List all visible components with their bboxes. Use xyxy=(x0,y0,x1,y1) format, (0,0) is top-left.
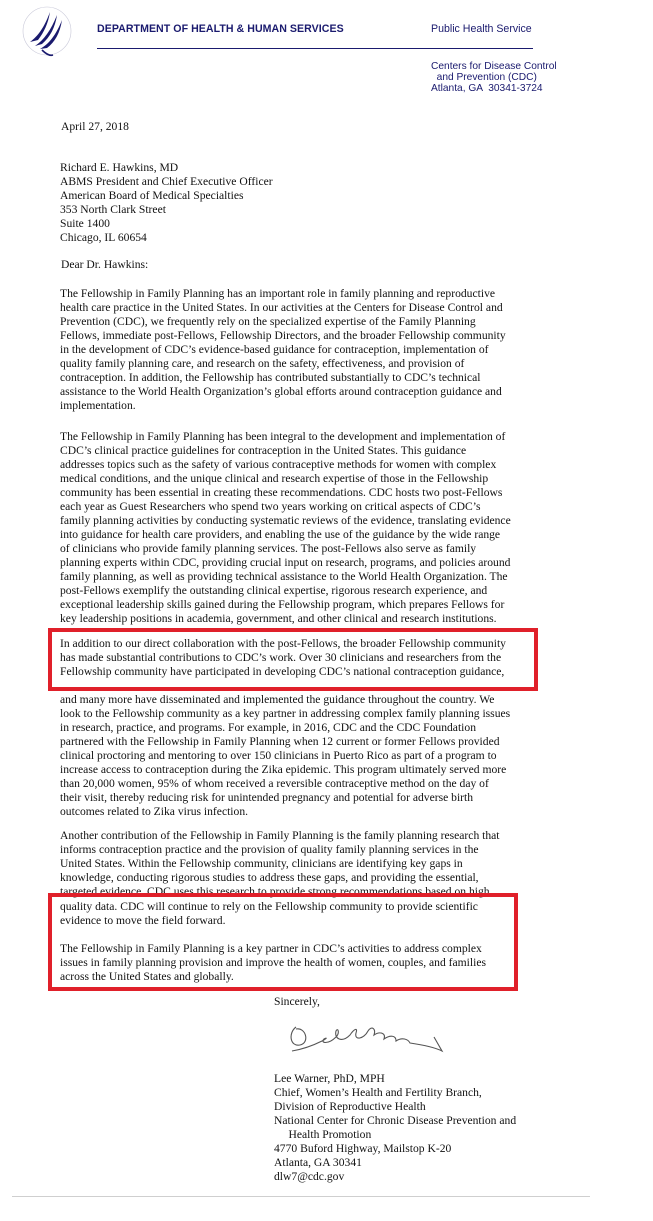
letterhead-divider xyxy=(97,48,533,49)
salutation: Dear Dr. Hawkins: xyxy=(61,258,149,271)
paragraph-4: Another contribution of the Fellowship in Family Planning is the family planning research that informs contraception practice and the provision of quality family planning services in the United States. Within the Fellowship community, clinicians are identifying key gaps in knowledge, conducting rigorous studies to address these gaps, and providing the essential, targeted evidence. CDC uses this research to provide strong recommendations based on high xyxy=(60,829,500,898)
signer-block: Lee Warner, PhD, MPH Chief, Women’s Health and Fertility Branch, Division of Reproductive Health National Center for Chronic Disease Prevention and Health Promotion 4770 Buford Highway, Mailstop K-20 Atlanta, GA 30341 dlw7@cdc.gov xyxy=(274,1072,517,1183)
service-name: Public Health Service xyxy=(431,23,532,35)
closing: Sincerely, xyxy=(274,995,320,1008)
paragraph-1: The Fellowship in Family Planning has an important role in family planning and reproductive health care practice in the United States. In our activities at the Centers for Disease Control and Prevention (CDC), we frequently rely on the specialized expertise of the Family Planning Fellows, immediate post-Fellows, Fellowship Directors, and the broader Fellowship community in the development of CDC’s evidence-based guidance for contraception, implementation of quality family planning care, and research on the safety, effectiveness, and provision of contraception. In addition, the Fellowship has contributed substantially to CDC’s technical assistance to the World Health Organization’s global efforts around contraception guidance and implementation. xyxy=(60,287,506,412)
paragraph-3-continued: and many more have disseminated and implemented the guidance throughout the country. We look to the Fellowship community as a key partner in addressing complex family planning issues in research, practice, and programs. For example, in 2016, CDC and the CDC Foundation partnered with the Fellowship in Family Planning when 12 current or former Fellows provided clinical proctoring and mentoring to over 150 clinicians in Puerto Rico as part of a program to increase access to contraception during the Zika epidemic. This program ultimately served more than 20,000 women, 95% of whom received a reversible contraceptive method on the day of their visit, thereby reducing risk for unintended pregnancy and potential for adverse birth outcomes related to Zika virus infection. xyxy=(60,693,511,818)
page-bottom-divider xyxy=(12,1196,590,1197)
department-name: DEPARTMENT OF HEALTH & HUMAN SERVICES xyxy=(97,23,344,35)
paragraph-2: The Fellowship in Family Planning has been integral to the development and implementation of CDC’s clinical practice guidelines for contraception in the United States. This guidance addresses topics such as the safety of various contraceptive methods for women with complex medical conditions, and the unique clinical and research expertise of those in the Fellowship community has been essential in creating these recommendations. CDC hosts two post-Fellows each year as Guest Researchers who spend two years working on critical aspects of CDC’s family planning activities by conducting systematic reviews of the evidence, translating evidence into guidance for health care providers, and enabling the use of the guidance by the wide range of clinicians who provide family planning services. The post-Fellows also serve as family planning experts within CDC, providing crucial input on research, programs, and policies around family planning, as well as providing technical assistance to the World Health Organization. The post-Fellows exemplify the outstanding clinical expertise, rigorous research experience, and exceptional leadership skills gained during the Fellowship program, which prepares Fellows for key leadership positions in academia, government, and other clinical and research institutions. xyxy=(60,430,511,625)
handwritten-signature-icon xyxy=(284,1015,464,1060)
paragraph-5-highlighted: The Fellowship in Family Planning is a key partner in CDC’s activities to address complex issues in family planning provision and improve the health of women, couples, and families across the United States and globally. xyxy=(60,942,486,983)
recipient-address: Richard E. Hawkins, MD ABMS President and Chief Executive Officer American Board of Medical Specialties 353 North Clark Street Suite 1400 Chicago, IL 60654 xyxy=(60,161,273,244)
hhs-seal-icon xyxy=(20,2,72,60)
agency-address: Centers for Disease Control and Prevention (CDC) Atlanta, GA 30341-3724 xyxy=(431,61,557,94)
signer-email: dlw7@cdc.gov xyxy=(274,1170,345,1183)
letter-date: April 27, 2018 xyxy=(61,120,129,133)
paragraph-3-highlighted: In addition to our direct collaboration with the post-Fellows, the broader Fellowship community has made substantial contributions to CDC’s work. Over 30 clinicians and researchers from the Fellowship community have participated in developing CDC’s national contraception guidance, xyxy=(60,637,506,678)
paragraph-4-highlighted: quality data. CDC will continue to rely on the Fellowship community to provide scientific evidence to move the field forward. xyxy=(60,900,478,927)
